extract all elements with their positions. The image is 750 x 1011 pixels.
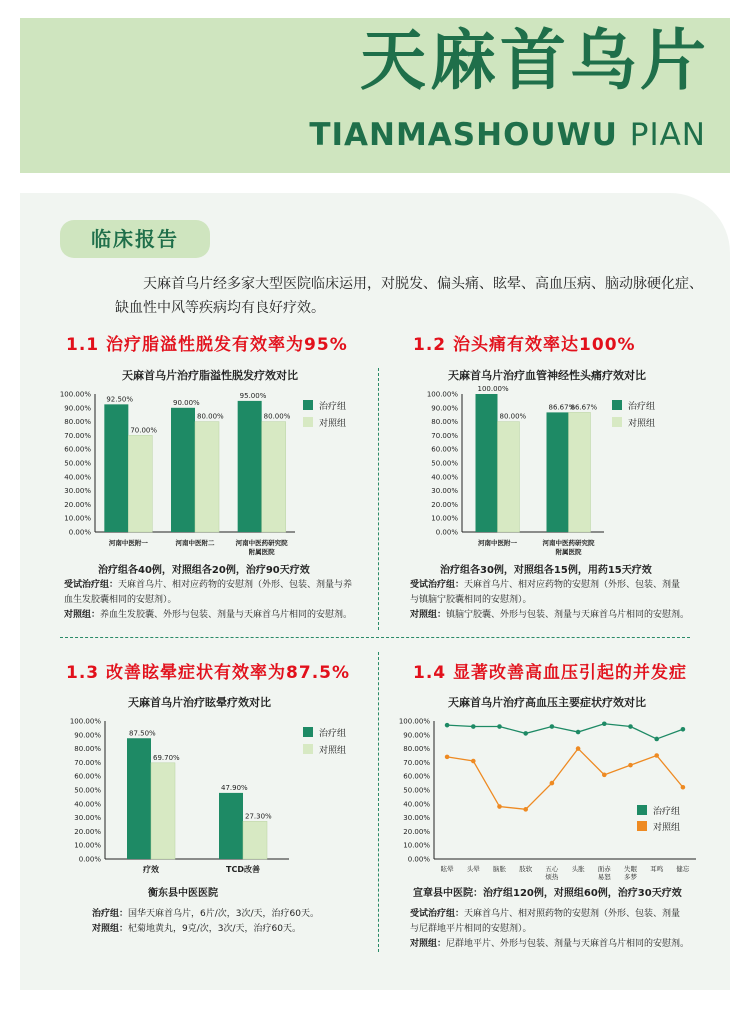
y-tick-label: 70.00%	[64, 431, 91, 440]
x-category-label: 头胀	[571, 865, 585, 873]
x-category-label: 河南中医附一	[478, 539, 517, 547]
y-tick-label: 30.00%	[431, 487, 458, 496]
point-control	[523, 807, 528, 812]
y-tick-label: 80.00%	[64, 418, 91, 427]
y-tick-label: 80.00%	[403, 745, 430, 754]
y-tick-label: 70.00%	[403, 758, 430, 767]
point-treatment	[628, 724, 633, 729]
heading-vertigo: 1.3 改善眩晕症状有效率为87.5%	[66, 663, 351, 683]
y-tick-label: 90.00%	[431, 404, 458, 413]
point-control	[654, 753, 659, 758]
chart-alopecia	[55, 385, 375, 560]
bar-treatment	[127, 738, 151, 859]
data-label-treatment: 90.00%	[173, 398, 200, 407]
data-label-control: 70.00%	[130, 426, 158, 435]
bar-control	[195, 422, 219, 532]
y-tick-label: 100.00%	[59, 390, 91, 399]
data-label-treatment: 100.00%	[477, 385, 509, 393]
bar-control	[262, 422, 286, 532]
product-title: 天麻首乌片	[360, 22, 710, 99]
data-label-control: 80.00%	[197, 412, 224, 421]
y-tick-label: 30.00%	[64, 487, 91, 496]
data-label-control: 80.00%	[499, 412, 527, 421]
data-label-treatment: 87.50%	[129, 729, 156, 738]
chart-title-alopecia: 天麻首乌片治疗脂溢性脱发疗效对比	[122, 369, 298, 382]
legend-label-treatment: 治疗组	[319, 729, 347, 739]
y-tick-label: 30.00%	[74, 814, 101, 823]
caption-hypertension: 宣章县中医院：治疗组120例，对照组60例，治疗30天疗效	[413, 888, 682, 899]
x-category-label: TCD改善	[226, 865, 260, 874]
chart-vertigo	[55, 712, 375, 882]
legend-swatch-control	[303, 417, 313, 427]
y-tick-label: 60.00%	[431, 445, 458, 454]
y-tick-label: 10.00%	[403, 841, 430, 850]
y-tick-label: 0.00%	[78, 855, 101, 864]
pinyin-bold: TIANMASHOUWU	[309, 117, 618, 153]
chart-title-headache: 天麻首乌片治疗血管神经性头痛疗效对比	[448, 369, 646, 382]
point-control	[471, 759, 476, 764]
x-category-label: 眩晕	[440, 865, 454, 873]
note-line: 对照组：尼群地平片、外形与包装、剂量与天麻首乌片相同的安慰剂。	[410, 939, 690, 949]
y-tick-label: 20.00%	[64, 500, 91, 509]
legend-swatch-control	[637, 821, 647, 831]
y-tick-label: 100.00%	[426, 390, 458, 399]
x-category-label: 脑胀	[493, 865, 506, 873]
bar-treatment	[476, 394, 498, 532]
y-tick-label: 40.00%	[431, 473, 458, 482]
bar-control	[569, 412, 591, 532]
y-tick-label: 100.00%	[398, 717, 430, 726]
y-tick-label: 40.00%	[64, 473, 91, 482]
x-category-label: 失眠	[624, 865, 637, 873]
y-tick-label: 70.00%	[74, 758, 101, 767]
y-tick-label: 0.00%	[435, 528, 458, 537]
point-treatment	[602, 721, 607, 726]
data-label-treatment: 92.50%	[106, 395, 134, 404]
x-category-label: 易怒	[597, 873, 611, 881]
intro-line-2: 缺血性中风等疾病均有良好疗效。	[115, 300, 325, 316]
point-treatment	[576, 730, 581, 735]
y-tick-label: 60.00%	[403, 772, 430, 781]
chart-title-hypertension: 天麻首乌片治疗高血压主要症状疗效对比	[448, 696, 646, 709]
note-line: 治疗组：国华天麻首乌片，6片/次，3次/天，治疗60天。	[92, 909, 319, 919]
x-category-label: 河南中医附二	[175, 539, 215, 547]
note-line: 受试治疗组：天麻首乌片、相对应药物的安慰剂（外形、包装、剂量与养	[64, 580, 353, 590]
series-line-treatment	[447, 724, 683, 739]
product-title-pinyin	[309, 117, 706, 153]
legend-swatch-control	[303, 744, 313, 754]
legend-swatch-treatment	[303, 727, 313, 737]
x-category-label: 河南中医药研究院	[542, 539, 595, 547]
x-category-label: 头晕	[466, 865, 480, 873]
chart-headache	[392, 385, 692, 560]
legend-label-control: 对照组	[628, 419, 656, 429]
data-label-treatment: 86.67%	[548, 403, 576, 412]
x-category-label: 烦热	[545, 873, 559, 881]
bar-control	[128, 435, 152, 532]
chart-title-vertigo: 天麻首乌片治疗眩晕疗效对比	[128, 696, 271, 709]
point-control	[497, 804, 502, 809]
divider-vertical-bottom	[378, 652, 379, 952]
point-control	[550, 781, 555, 786]
legend-label-treatment: 治疗组	[653, 807, 681, 817]
point-treatment	[445, 723, 450, 728]
notes-vertigo	[92, 907, 319, 937]
data-label-control: 80.00%	[263, 412, 291, 421]
legend-label-control: 对照组	[653, 823, 681, 833]
x-category-label: 健忘	[676, 865, 690, 873]
heading-headache: 1.2 治头痛有效率达100%	[413, 335, 636, 355]
y-tick-label: 90.00%	[64, 404, 91, 413]
y-tick-label: 100.00%	[69, 717, 101, 726]
x-category-label: 耳鸣	[650, 865, 664, 873]
note-line: 血生发胶囊相同的安慰剂）。	[64, 595, 177, 605]
note-line: 对照组：镇脑宁胶囊、外形与包装、剂量与天麻首乌片相同的安慰剂。	[410, 610, 690, 620]
bar-treatment	[547, 412, 569, 532]
point-control	[576, 746, 581, 751]
heading-alopecia: 1.1 治疗脂溢性脱发有效率为95%	[66, 335, 348, 355]
point-treatment	[654, 737, 659, 742]
point-treatment	[523, 731, 528, 736]
note-line: 对照组：养血生发胶囊、外形与包装、剂量与天麻首乌片相同的安慰剂。	[64, 610, 353, 620]
bar-control	[498, 422, 520, 532]
legend-label-control: 对照组	[319, 419, 347, 429]
data-label-control: 86.67%	[570, 403, 598, 412]
y-tick-label: 10.00%	[74, 841, 101, 850]
data-label-treatment: 47.90%	[221, 783, 248, 792]
point-treatment	[550, 724, 555, 729]
y-tick-label: 70.00%	[431, 431, 458, 440]
bar-control	[151, 763, 175, 859]
y-tick-label: 60.00%	[74, 772, 101, 781]
point-treatment	[681, 727, 686, 732]
caption-headache: 治疗组各30例，对照组各15例，用药15天疗效	[440, 565, 652, 576]
y-tick-label: 50.00%	[64, 459, 91, 468]
x-category-label: 河南中医附一	[108, 539, 148, 547]
y-tick-label: 40.00%	[74, 800, 101, 809]
point-control	[602, 773, 607, 778]
bar-treatment	[104, 404, 128, 532]
x-category-label: 附属医院	[555, 548, 582, 556]
y-tick-label: 20.00%	[74, 827, 101, 836]
point-treatment	[497, 724, 502, 729]
y-tick-label: 20.00%	[403, 827, 430, 836]
point-control	[681, 785, 686, 790]
bar-control	[243, 821, 267, 859]
y-tick-label: 20.00%	[431, 500, 458, 509]
y-tick-label: 40.00%	[403, 800, 430, 809]
x-category-label: 肢软	[519, 865, 533, 873]
heading-hypertension: 1.4 显著改善高血压引起的并发症	[413, 663, 688, 683]
intro-text	[115, 272, 705, 320]
legend-swatch-treatment	[637, 805, 647, 815]
x-category-label: 附属医院	[248, 548, 275, 556]
x-category-label: 河南中医药研究院	[235, 539, 288, 547]
y-tick-label: 90.00%	[74, 731, 101, 740]
divider-vertical-top	[378, 368, 379, 630]
data-label-treatment: 95.00%	[239, 391, 267, 400]
legend-swatch-treatment	[303, 400, 313, 410]
point-treatment	[471, 724, 476, 729]
y-tick-label: 50.00%	[74, 786, 101, 795]
section-tab: 临床报告	[60, 220, 210, 258]
y-tick-label: 10.00%	[64, 514, 91, 523]
y-tick-label: 60.00%	[64, 445, 91, 454]
bar-treatment	[238, 401, 262, 532]
legend-label-control: 对照组	[319, 746, 347, 756]
legend-label-treatment: 治疗组	[319, 402, 347, 412]
bar-treatment	[219, 793, 243, 859]
chart-hypertension	[392, 712, 702, 882]
y-tick-label: 50.00%	[403, 786, 430, 795]
x-category-label: 多梦	[624, 873, 637, 881]
y-tick-label: 80.00%	[74, 745, 101, 754]
bar-treatment	[171, 408, 195, 532]
legend-swatch-treatment	[612, 400, 622, 410]
note-line: 受试治疗组：天麻首乌片、相对照药物的安慰剂（外形、包装、剂量	[410, 909, 681, 919]
pinyin-thin: PIAN	[629, 117, 706, 153]
data-label-control: 69.70%	[153, 753, 180, 762]
caption-alopecia: 治疗组各40例，对照组各20例，治疗90天疗效	[98, 565, 310, 576]
y-tick-label: 30.00%	[403, 814, 430, 823]
notes-headache	[410, 578, 689, 623]
legend-swatch-control	[612, 417, 622, 427]
point-control	[445, 755, 450, 760]
y-tick-label: 50.00%	[431, 459, 458, 468]
caption-vertigo: 衡东县中医医院	[148, 888, 218, 899]
x-category-label: 五心	[545, 865, 559, 873]
point-control	[628, 763, 633, 768]
y-tick-label: 90.00%	[403, 731, 430, 740]
y-tick-label: 10.00%	[431, 514, 458, 523]
note-line: 对照组：杞菊地黄丸，9克/次，3次/天，治疗60天。	[92, 924, 301, 934]
divider-horizontal	[60, 637, 690, 638]
series-line-control	[447, 749, 683, 810]
note-line: 与镇脑宁胶囊相同的安慰剂）。	[410, 595, 532, 605]
y-tick-label: 0.00%	[68, 528, 91, 537]
legend-label-treatment: 治疗组	[628, 402, 656, 412]
notes-alopecia	[64, 578, 352, 623]
notes-hypertension	[410, 907, 689, 952]
x-category-label: 疗效	[143, 865, 159, 874]
x-category-label: 面赤	[597, 865, 611, 873]
intro-line-1: 天麻首乌片经多家大型医院临床运用，对脱发、偏头痛、眩晕、高血压病、脑动脉硬化症、	[143, 276, 703, 292]
data-label-control: 27.30%	[245, 812, 272, 821]
y-tick-label: 80.00%	[431, 418, 458, 427]
note-line: 与尼群地平片相同的安慰剂）。	[410, 924, 532, 934]
note-line: 受试治疗组：天麻首乌片、相对应药物的安慰剂（外形、包装、剂量	[410, 580, 681, 590]
y-tick-label: 0.00%	[407, 855, 430, 864]
